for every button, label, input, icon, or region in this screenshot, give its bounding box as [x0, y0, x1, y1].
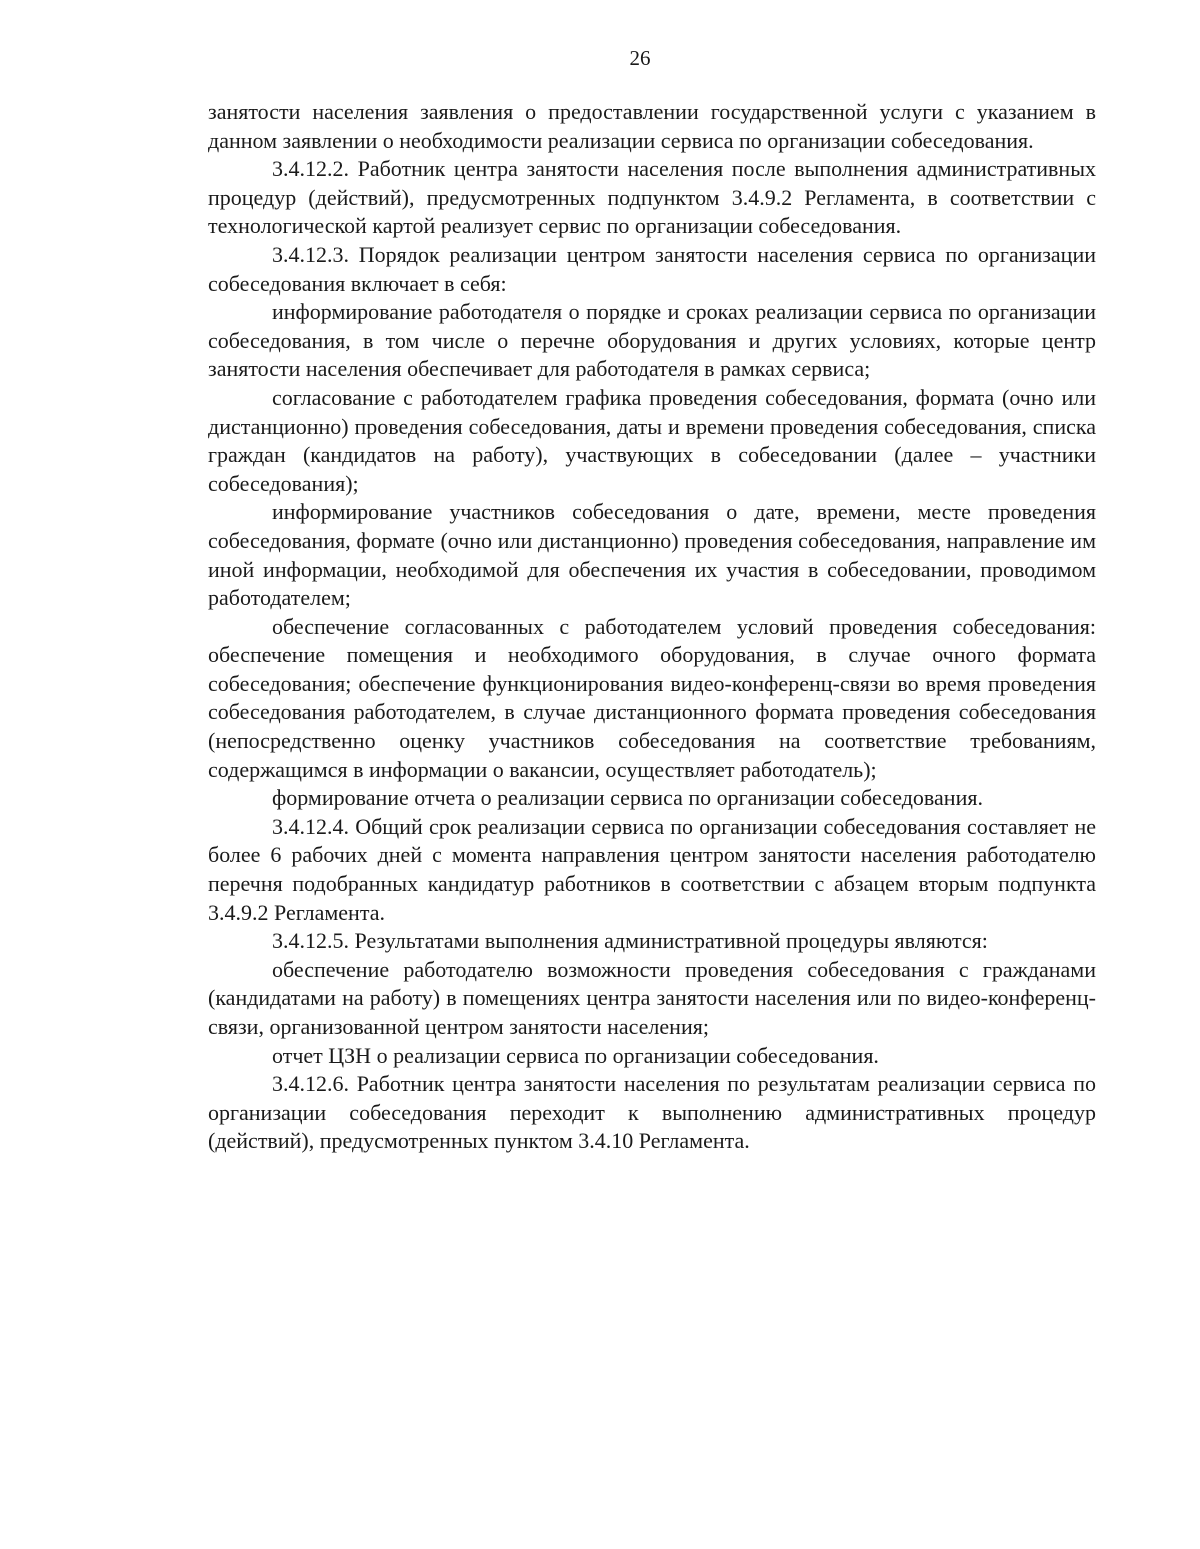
list-item-report-forming: формирование отчета о реализации сервиса по организации собеседования. [272, 785, 983, 811]
document-body [208, 98, 1096, 1156]
list-item-ensuring-conditions: обеспечение согласованных с работодателем условий проведения собеседования: обеспечение помещения и необходимого оборудования, в случае очного формата собеседования; обеспечение функционирования видео-конференц-связи во время проведения собеседования работодателем, в случае дистанционного формата проведения собеседования (непосредственно оценку участников собеседования на соответствие требованиям, содержащимся в информации о вакансии, осуществляет работодатель); [208, 613, 1096, 782]
list-item-schedule-agreement: согласование с работодателем графика проведения собеседования, формата (очно или дистанционно) проведения собеседования, даты и времени проведения собеседования, списка граждан (кандидатов на работу), участвующих в собеседовании (далее – участники собеседования); [208, 384, 1096, 496]
page-number: 26 [629, 46, 651, 70]
paragraph-3-4-12-6: 3.4.12.6. Работник центра занятости населения по результатам реализации сервиса по организации собеседования переходит к выполнению административных процедур (действий), предусмотренных пунктом 3.4.10 Регламента. [208, 1071, 1096, 1154]
paragraph-3-4-12-2: 3.4.12.2. Работник центра занятости населения после выполнения административных процедур (действий), предусмотренных подпунктом 3.4.9.2 Регламента, в соответствии с технологической картой реализует сервис по организации собеседования. [208, 156, 1096, 239]
paragraph-3-4-12-4: 3.4.12.4. Общий срок реализации сервиса по организации собеседования составляет не более 6 рабочих дней с момента направления центром занятости населения работодателю перечня подобранных кандидатур работников в соответствии с абзацем вторым подпункта 3.4.9.2 Регламента. [208, 813, 1096, 925]
paragraph-continuation: занятости населения заявления о предоставлении государственной услуги с указанием в данном заявлении о необходимости реализации сервиса по организации собеседования. [208, 99, 1096, 153]
paragraph-3-4-12-5: 3.4.12.5. Результатами выполнения административной процедуры являются: [272, 928, 988, 954]
list-item-informing-employer: информирование работодателя о порядке и сроках реализации сервиса по организации собеседования, в том числе о перечне оборудования и других условиях, которые центр занятости населения обеспечивает для работодателя в рамках сервиса; [208, 299, 1096, 382]
paragraph-3-4-12-3: 3.4.12.3. Порядок реализации центром занятости населения сервиса по организации собеседования включает в себя: [208, 241, 1096, 296]
result-item-czn-report: отчет ЦЗН о реализации сервиса по организации собеседования. [272, 1042, 879, 1068]
result-item-interview-possibility: обеспечение работодателю возможности проведения собеседования с гражданами (кандидатами на работу) в помещениях центра занятости населения или по видео-конференц-связи, организованной центром занятости населения; [208, 956, 1096, 1039]
list-item-informing-participants: информирование участников собеседования о дате, времени, месте проведения собеседования, формате (очно или дистанционно) проведения собеседования, направление им иной информации, необходимой для обеспечения их участия в собеседовании, проводимом работодателем; [208, 499, 1096, 611]
